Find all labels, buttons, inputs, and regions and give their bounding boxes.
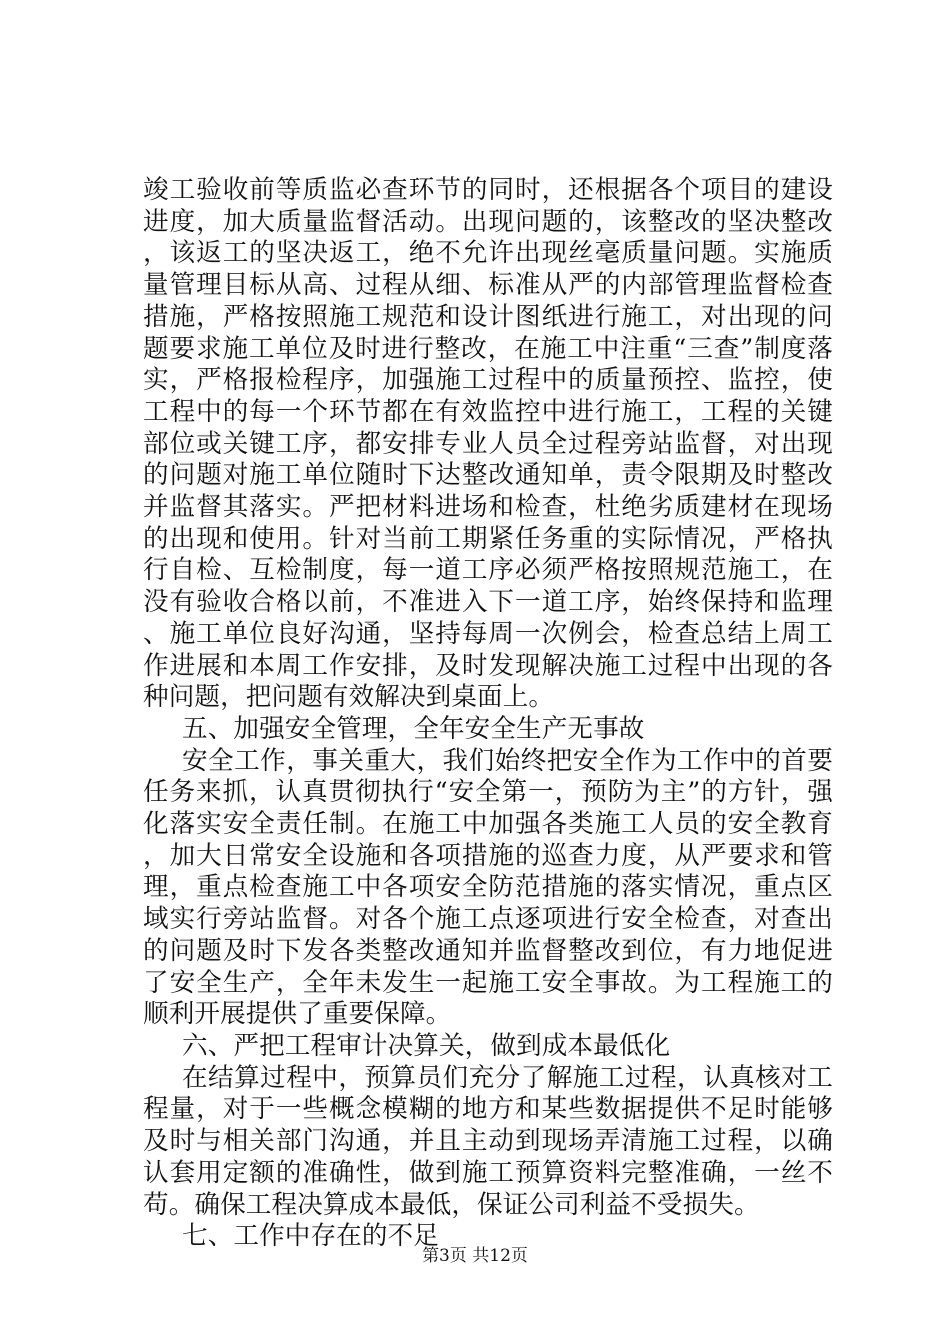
document-body — [143, 175, 833, 1253]
page-number-footer: 第3页 共12页 — [422, 1246, 528, 1266]
heading-audit-settlement: 六、严把工程审计决算关，做到成本最低化 — [182, 1030, 671, 1061]
heading-safety-management: 五、加强安全管理，全年安全生产无事故 — [182, 713, 645, 744]
paragraph-quality-control: 竣工验收前等质监必查环节的同时，还根据各个项目的建设进度，加大质量监督活动。出现问题的，该整改的坚决整改，该返工的坚决返工，绝不允许出现丝毫质量问题。实施质量管理目标从高、过程从细、标准从严的内部管理监督检查措施，严格按照施工规范和设计图纸进行施工，对出现的问题要求施工单位及时进行整改，在施工中注重“三查”制度落实，严格报检程序，加强施工过程中的质量预控、监控，使工程中的每一个环节都在有效监控中进行施工，工程的关键部位或关键工序，都安排专业人员全过程旁站监督，对出现的问题对施工单位随时下达整改通知单，责令限期及时整改并监督其落实。严把材料进场和检查，杜绝劣质建材在现场的出现和使用。针对当前工期紧任务重的实际情况，严格执行自检、互检制度，每一道工序必须严格按照规范施工，在没有验收合格以前，不准进入下一道工序，始终保持和监理、施工单位良好沟通，坚持每周一次例会，检查总结上周工作进展和本周工作安排，及时发现解决施工过程中出现的各种问题，把问题有效解决到桌面上。 — [143, 175, 833, 713]
heading-shortcomings: 七、工作中存在的不足 — [182, 1221, 439, 1252]
paragraph-safety-work: 安全工作，事关重大，我们始终把安全作为工作中的首要任务来抓，认真贯彻执行“安全第一，预防为主”的方针，强化落实安全责任制。在施工中加强各类施工人员的安全教育，加大日常安全设施和各项措施的巡查力度，从严要求和管理，重点检查施工中各项安全防范措施的落实情况，重点区域实行旁站监督。对各个施工点逐项进行安全检查，对查出的问题及时下发各类整改通知并监督整改到位，有力地促进了安全生产，全年未发生一起施工安全事故。为工程施工的顺利开展提供了重要保障。 — [143, 745, 833, 1030]
paragraph-settlement-process: 在结算过程中，预算员们充分了解施工过程，认真核对工程量，对于一些概念模糊的地方和某些数据提供不足时能够及时与相关部门沟通，并且主动到现场弄清施工过程，以确认套用定额的准确性，做到施工预算资料完整准确，一丝不苟。确保工程决算成本最低，保证公司利益不受损失。 — [143, 1062, 833, 1220]
